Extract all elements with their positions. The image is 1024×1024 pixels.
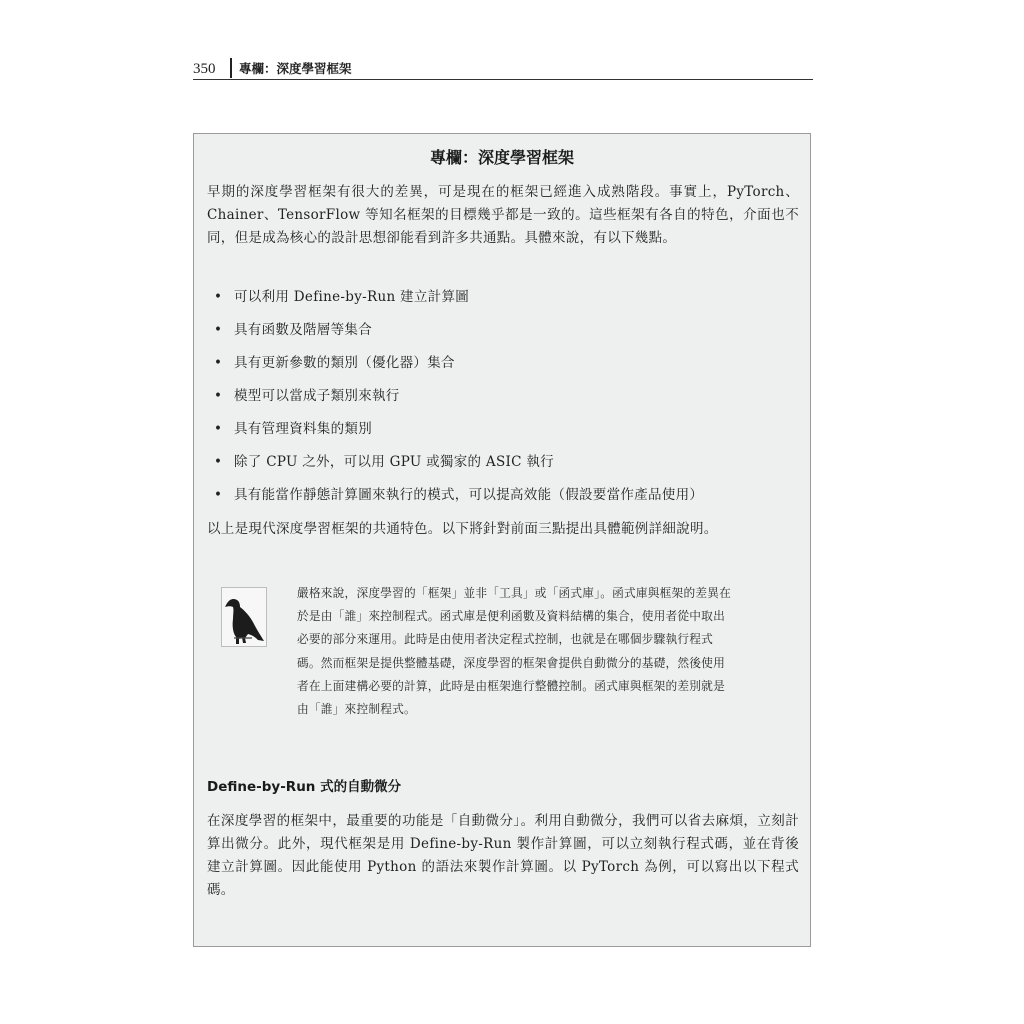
- list-item: • 可以利用 Define-by-Run 建立計算圖: [212, 286, 802, 319]
- intro-paragraph: 早期的深度學習框架有很大的差異，可是現在的框架已經進入成熟階段。事實上，PyTorch、Chainer、TensorFlow 等知名框架的目標幾乎都是一致的。這些框架有各自的特色，介面也不同，但是成為核心的設計思想卻能看到許多共通點。具體來說，有以下幾點。: [207, 184, 799, 246]
- sidebar-title: 專欄：深度學習框架: [429, 148, 574, 167]
- running-title: 專欄：深度學習框架: [239, 61, 352, 76]
- section-paragraph: 在深度學習的框架中，最重要的功能是「自動微分」。利用自動微分，我們可以省去麻煩，立刻計算出微分。此外，現代框架是用 Define-by-Run 製作計算圖，可以立刻執行程式碼，並在背後建立計算圖。因此能使用 Python 的語法來製作計算圖。以 PyTorch 為例，可以寫出以下程式碼。: [207, 813, 799, 898]
- list-item: • 具有函數及階層等集合: [212, 319, 802, 352]
- list-item: • 具有管理資料集的類別: [212, 418, 802, 451]
- header-divider: [230, 58, 232, 78]
- list-item: • 具有能當作靜態計算圖來執行的模式，可以提高效能（假設要當作產品使用）: [212, 484, 802, 517]
- list-item: • 模型可以當成子類別來執行: [212, 385, 802, 418]
- summary-paragraph: 以上是現代深度學習框架的共通特色。以下將針對前面三點提出具體範例詳細說明。: [207, 521, 718, 537]
- sidebar-box: [193, 133, 811, 947]
- page-number: 350: [193, 61, 216, 77]
- crow-icon: [221, 587, 267, 647]
- running-header: [193, 60, 813, 80]
- list-item: • 具有更新參數的類別（優化器）集合: [212, 352, 802, 385]
- note-text: 嚴格來說，深度學習的「框架」並非「工具」或「函式庫」。函式庫與框架的差異在於是由「誰」來控制程式。函式庫是便利函數及資料結構的集合，使用者從中取出必要的部分來運用。此時是由使用者決定程式控制，也就是在哪個步驟執行程式碼。然而框架是提供整體基礎，深度學習的框架會提供自動微分的基礎，然後使用者在上面建構必要的計算，此時是由框架進行整體控制。函式庫與框架的差別就是由「誰」來控制程式。: [297, 586, 731, 717]
- list-item: • 除了 CPU 之外，可以用 GPU 或獨家的 ASIC 執行: [212, 451, 802, 484]
- section-heading: Define-by-Run 式的自動微分: [207, 779, 402, 795]
- feature-list: [212, 286, 802, 517]
